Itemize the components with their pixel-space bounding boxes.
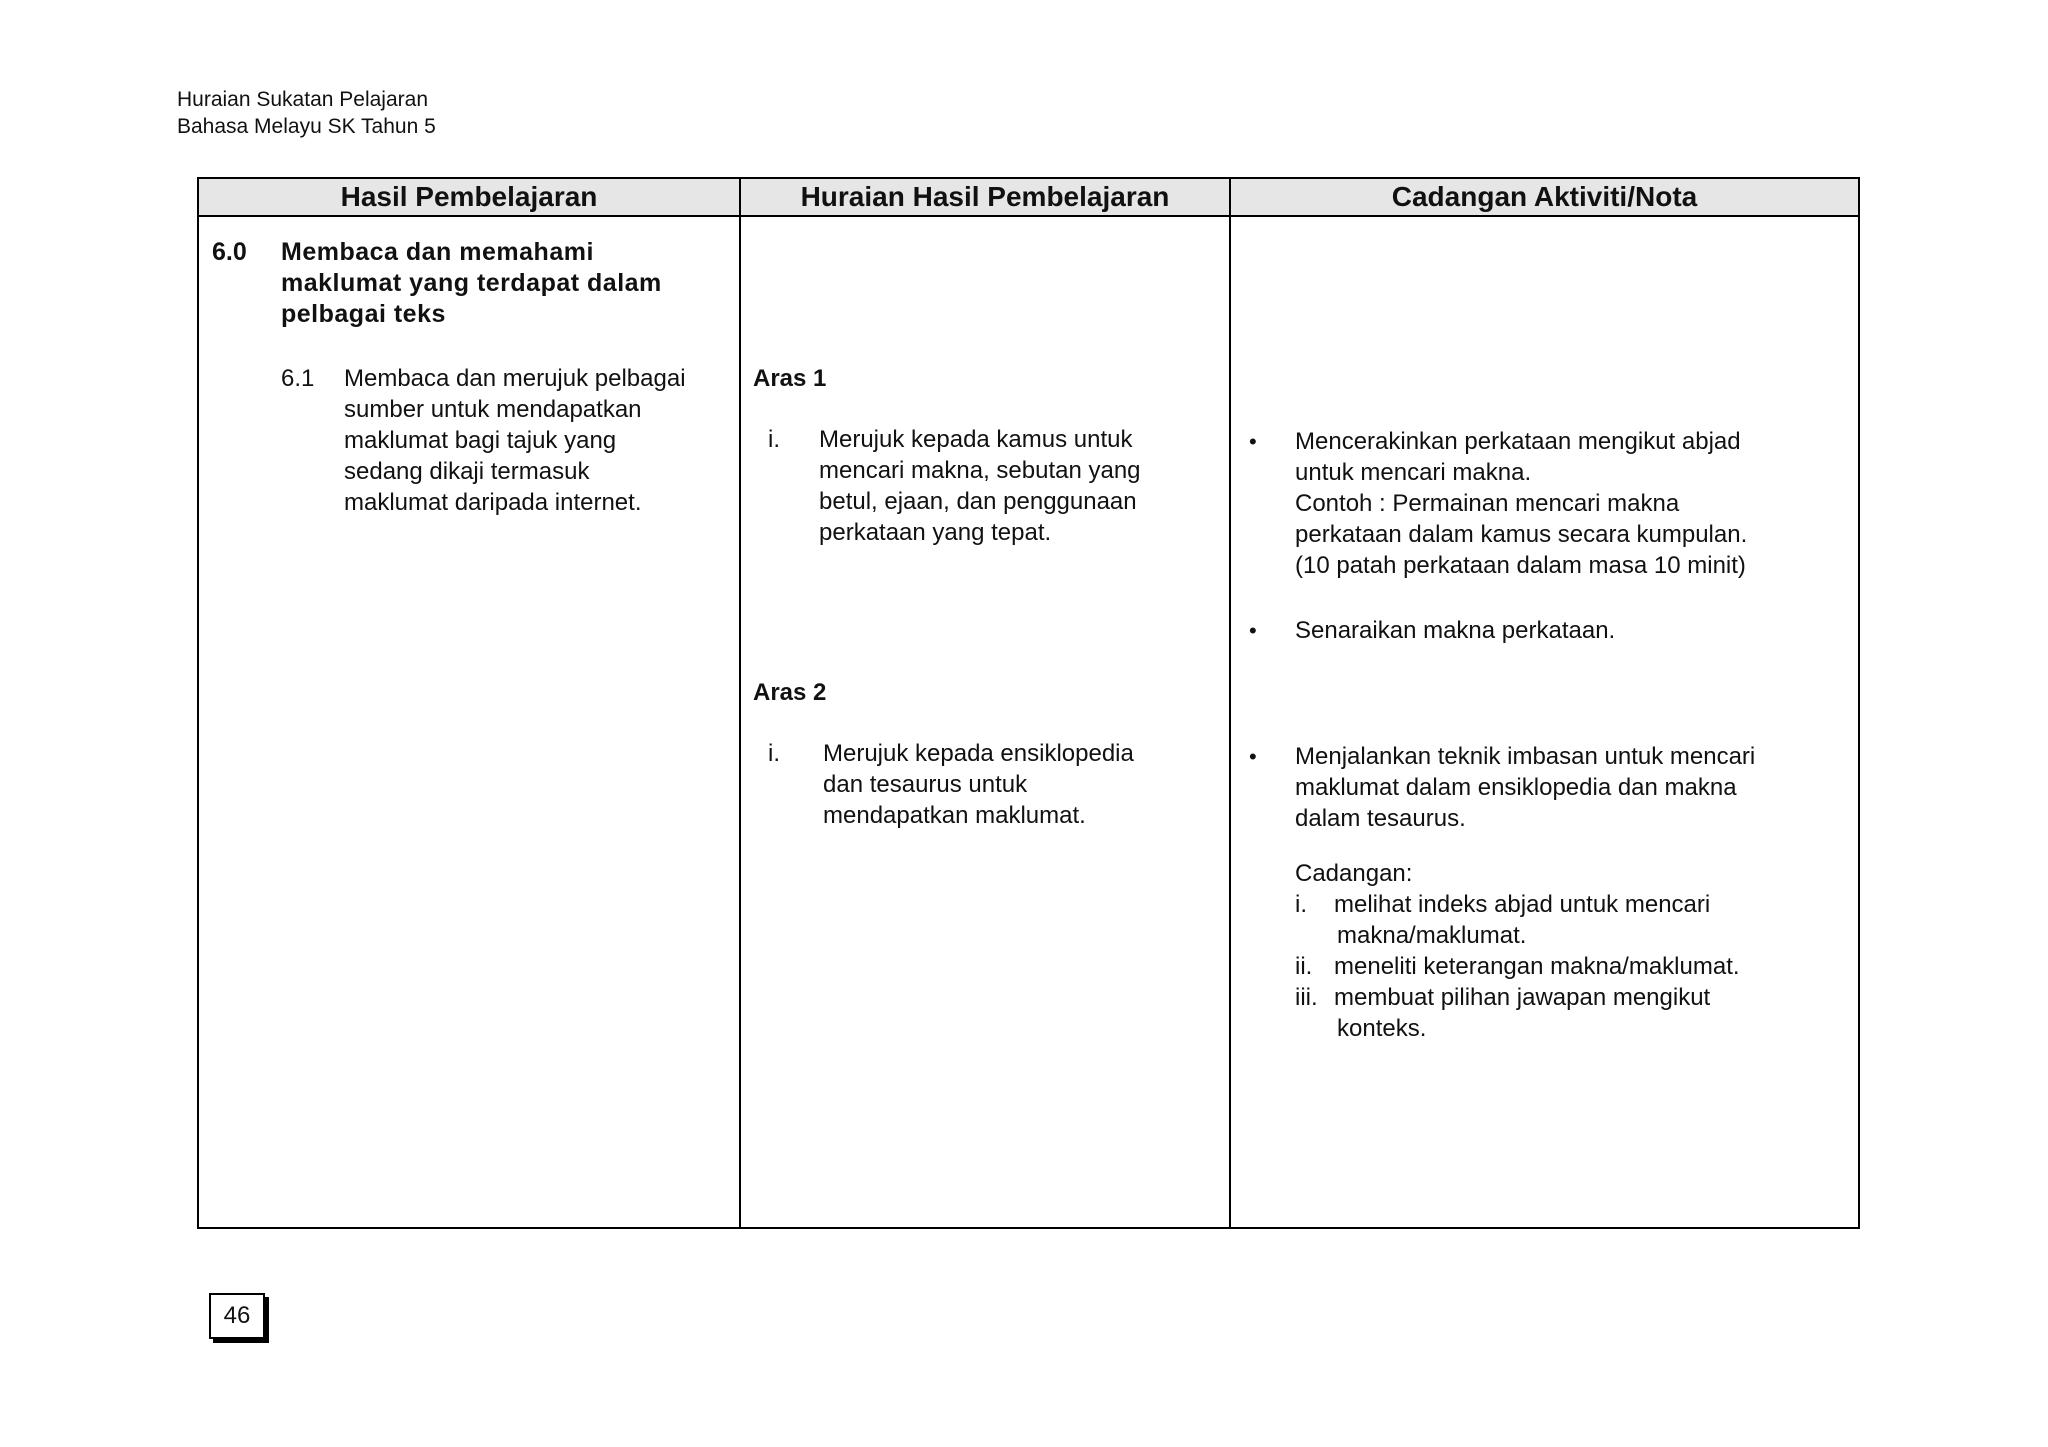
bullet-2-line: Senaraikan makna perkataan.: [1295, 617, 1616, 644]
table-header-row: [199, 179, 1858, 217]
cadangan-cell: [1231, 217, 1858, 1227]
cadangan-item-line: makna/maklumat.: [1337, 922, 1527, 949]
sub-text-line: Membaca dan merujuk pelbagai: [344, 365, 686, 392]
bullet-3-line: dalam tesaurus.: [1295, 805, 1466, 832]
hasil-cell: [199, 217, 741, 1227]
bullet-3-text: [1295, 741, 1755, 834]
page-number: 46: [209, 1293, 265, 1339]
main-title-line: maklumat yang terdapat dalam: [281, 269, 662, 297]
cadangan-item-line: membuat pilihan jawapan mengikut: [1334, 984, 1711, 1011]
aras-2-item-line: dan tesaurus untuk: [823, 771, 1028, 798]
column-header-cadangan: Cadangan Aktiviti/Nota: [1391, 181, 1698, 212]
table-body-row: [199, 217, 1858, 1227]
main-title: [281, 237, 662, 330]
aras-1-item-number: i.: [768, 426, 780, 453]
bullet-1-line: untuk mencari makna.: [1295, 459, 1532, 486]
cadangan-item-text: [1334, 951, 1740, 982]
column-header-huraian: Huraian Hasil Pembelajaran: [741, 179, 1231, 215]
aras-1-item-line: perkataan yang tepat.: [819, 519, 1052, 546]
sub-number: 6.1: [281, 365, 315, 392]
column-header-hasil: Hasil Pembelajaran: [199, 179, 741, 215]
sub-text-line: maklumat daripada internet.: [344, 489, 642, 516]
bullet-2-text: [1295, 615, 1615, 646]
bullet-3-glyph: •: [1249, 744, 1257, 769]
main-number: 6.0: [212, 238, 247, 266]
aras-1-item-text: [819, 424, 1141, 548]
cadangan-item-number: iii.: [1295, 984, 1318, 1011]
header-line-2: Bahasa Melayu SK Tahun 5: [177, 115, 436, 138]
bullet-3-line: maklumat dalam ensiklopedia dan makna: [1295, 774, 1737, 801]
cadangan-item-line: melihat indeks abjad untuk mencari: [1334, 891, 1711, 918]
bullet-1-line: Contoh : Permainan mencari makna: [1295, 490, 1680, 517]
bullet-1-glyph: •: [1249, 429, 1257, 454]
sub-text-line: maklumat bagi tajuk yang: [344, 427, 617, 454]
bullet-1-line: perkataan dalam kamus secara kumpulan.: [1295, 521, 1748, 548]
sub-text-line: sedang dikaji termasuk: [344, 458, 590, 485]
main-title-line: pelbagai teks: [281, 300, 446, 328]
syllabus-table: [197, 177, 1860, 1229]
aras-1-item-line: betul, ejaan, dan penggunaan: [819, 488, 1137, 515]
aras-2-item-number: i.: [768, 740, 780, 767]
sub-text: [344, 363, 686, 518]
aras-2-label: Aras 2: [753, 679, 827, 706]
aras-1-item-line: mencari makna, sebutan yang: [819, 457, 1141, 484]
cadangan-label: Cadangan:: [1295, 860, 1413, 887]
header-line-1: Huraian Sukatan Pelajaran: [177, 88, 428, 111]
sub-text-line: sumber untuk mendapatkan: [344, 396, 642, 423]
cadangan-item-text: [1334, 889, 1710, 951]
aras-1-label: Aras 1: [753, 365, 827, 392]
aras-2-item-line: mendapatkan maklumat.: [823, 802, 1086, 829]
huraian-cell: [741, 217, 1231, 1227]
aras-1-item-line: Merujuk kepada kamus untuk: [819, 426, 1133, 453]
document-header: [177, 86, 436, 140]
cadangan-item-line: meneliti keterangan makna/maklumat.: [1334, 953, 1740, 980]
cadangan-item-line: konteks.: [1337, 1015, 1427, 1042]
main-title-line: Membaca dan memahami: [281, 238, 594, 266]
cadangan-item-text: [1334, 982, 1710, 1044]
bullet-2-glyph: •: [1249, 618, 1257, 643]
cadangan-item-number: ii.: [1295, 953, 1313, 980]
aras-2-item-text: [823, 738, 1134, 831]
bullet-3-line: Menjalankan teknik imbasan untuk mencari: [1295, 743, 1756, 770]
bullet-1-text: [1295, 426, 1747, 581]
bullet-1-line: (10 patah perkataan dalam masa 10 minit): [1295, 552, 1746, 579]
aras-2-item-line: Merujuk kepada ensiklopedia: [823, 740, 1134, 767]
bullet-1-line: Mencerakinkan perkataan mengikut abjad: [1295, 428, 1741, 455]
cadangan-item-number: i.: [1295, 891, 1307, 918]
